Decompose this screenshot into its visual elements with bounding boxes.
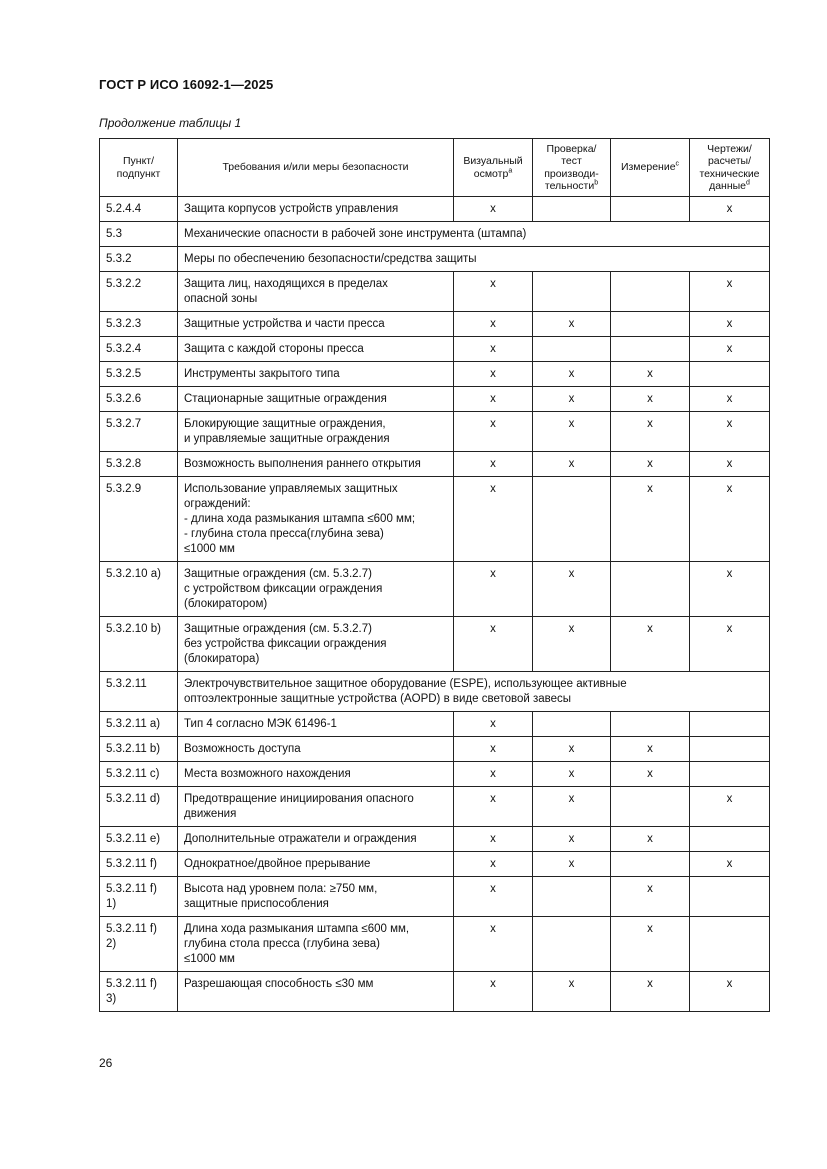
table-row	[100, 672, 770, 712]
requirement-cell: Электрочувствительное защитное оборудование (ESPE), использующее активные оптоэлектронные защитные устройства (AOPD) в виде световой завесы	[178, 672, 770, 712]
header-test-label: Проверка/ тест производи- тельности	[544, 142, 599, 192]
clause-cell: 5.3.2.2	[100, 272, 178, 312]
requirement-cell: Меры по обеспечению безопасности/средства защиты	[178, 247, 770, 272]
clause-cell: 5.3.2.11 f) 2)	[100, 917, 178, 972]
clause-cell: 5.2.4.4	[100, 197, 178, 222]
requirement-cell: Механические опасности в рабочей зоне инструмента (штампа)	[178, 222, 770, 247]
table-caption: Продолжение таблицы 1	[99, 116, 242, 130]
drawings-mark-cell: x	[690, 312, 770, 337]
clause-cell: 5.3.2.6	[100, 387, 178, 412]
measure-mark-cell: x	[611, 877, 690, 917]
drawings-mark-cell	[690, 712, 770, 737]
table-row	[100, 917, 770, 972]
drawings-mark-cell	[690, 877, 770, 917]
measure-mark-cell	[611, 787, 690, 827]
table-body	[100, 197, 770, 1012]
measure-mark-cell: x	[611, 917, 690, 972]
drawings-mark-cell	[690, 762, 770, 787]
test-mark-cell: x	[533, 387, 611, 412]
visual-mark-cell: x	[454, 827, 533, 852]
test-mark-cell: x	[533, 452, 611, 477]
table-row	[100, 222, 770, 247]
clause-cell: 5.3.2.9	[100, 477, 178, 562]
measure-mark-cell	[611, 712, 690, 737]
requirement-cell: Защитные ограждения (см. 5.3.2.7) с устройством фиксации ограждения (блокиратором)	[178, 562, 454, 617]
header-measure-footnote: c	[675, 160, 680, 168]
clause-cell: 5.3	[100, 222, 178, 247]
drawings-mark-cell: x	[690, 617, 770, 672]
header-clause: Пункт/ подпункт	[100, 139, 178, 197]
test-mark-cell: x	[533, 827, 611, 852]
clause-cell: 5.3.2.11 а)	[100, 712, 178, 737]
clause-cell: 5.3.2.11 d)	[100, 787, 178, 827]
table-row	[100, 477, 770, 562]
header-visual-label: Визуальный осмотр	[463, 155, 523, 180]
visual-mark-cell: x	[454, 452, 533, 477]
drawings-mark-cell: x	[690, 272, 770, 312]
test-mark-cell: x	[533, 617, 611, 672]
clause-cell: 5.3.2.10 b)	[100, 617, 178, 672]
drawings-mark-cell: x	[690, 852, 770, 877]
clause-cell: 5.3.2.3	[100, 312, 178, 337]
table-row	[100, 787, 770, 827]
visual-mark-cell: x	[454, 562, 533, 617]
test-mark-cell	[533, 197, 611, 222]
test-mark-cell: x	[533, 787, 611, 827]
measure-mark-cell: x	[611, 362, 690, 387]
header-drawings-label: Чертежи/ расчеты/ технические данные	[699, 142, 760, 192]
clause-cell: 5.3.2.10 а)	[100, 562, 178, 617]
visual-mark-cell: x	[454, 312, 533, 337]
measure-mark-cell: x	[611, 762, 690, 787]
header-test	[533, 139, 611, 197]
measure-mark-cell	[611, 852, 690, 877]
table-row	[100, 827, 770, 852]
visual-mark-cell: x	[454, 412, 533, 452]
requirement-cell: Защита корпусов устройств управления	[178, 197, 454, 222]
drawings-mark-cell: x	[690, 197, 770, 222]
drawings-mark-cell	[690, 737, 770, 762]
requirement-cell: Защитные ограждения (см. 5.3.2.7) без устройства фиксации ограждения (блокиратора)	[178, 617, 454, 672]
requirement-cell: Возможность доступа	[178, 737, 454, 762]
requirement-cell: Разрешающая способность ≤30 мм	[178, 972, 454, 1012]
drawings-mark-cell: x	[690, 387, 770, 412]
requirement-cell: Дополнительные отражатели и ограждения	[178, 827, 454, 852]
clause-cell: 5.3.2.11 с)	[100, 762, 178, 787]
requirements-table	[99, 138, 770, 1012]
header-drawings	[690, 139, 770, 197]
drawings-mark-cell: x	[690, 787, 770, 827]
requirement-cell: Защита лиц, находящихся в пределах опасной зоны	[178, 272, 454, 312]
test-mark-cell	[533, 712, 611, 737]
table-row	[100, 712, 770, 737]
header-visual-footnote: a	[508, 167, 513, 174]
measure-mark-cell: x	[611, 972, 690, 1012]
test-mark-cell: x	[533, 972, 611, 1012]
test-mark-cell: x	[533, 562, 611, 617]
drawings-mark-cell: x	[690, 972, 770, 1012]
visual-mark-cell: x	[454, 852, 533, 877]
clause-cell: 5.3.2.11 f)	[100, 852, 178, 877]
visual-mark-cell: x	[454, 617, 533, 672]
drawings-mark-cell	[690, 917, 770, 972]
header-visual	[454, 139, 533, 197]
visual-mark-cell: x	[454, 762, 533, 787]
header-requirement: Требования и/или меры безопасности	[178, 139, 454, 197]
visual-mark-cell: x	[454, 972, 533, 1012]
clause-cell: 5.3.2.7	[100, 412, 178, 452]
visual-mark-cell: x	[454, 197, 533, 222]
table-row	[100, 272, 770, 312]
header-drawings-footnote: d	[746, 179, 750, 187]
requirement-cell: Места возможного нахождения	[178, 762, 454, 787]
requirement-cell: Блокирующие защитные ограждения, и управляемые защитные ограждения	[178, 412, 454, 452]
table-row	[100, 452, 770, 477]
clause-cell: 5.3.2.4	[100, 337, 178, 362]
test-mark-cell: x	[533, 762, 611, 787]
drawings-mark-cell	[690, 827, 770, 852]
requirement-cell: Длина хода размыкания штампа ≤600 мм, глубина стола пресса (глубина зева) ≤1000 мм	[178, 917, 454, 972]
visual-mark-cell: x	[454, 477, 533, 562]
requirement-cell: Тип 4 согласно МЭК 61496-1	[178, 712, 454, 737]
measure-mark-cell	[611, 562, 690, 617]
clause-cell: 5.3.2.5	[100, 362, 178, 387]
visual-mark-cell: x	[454, 387, 533, 412]
table-row	[100, 972, 770, 1012]
table-row	[100, 197, 770, 222]
test-mark-cell	[533, 917, 611, 972]
measure-mark-cell: x	[611, 412, 690, 452]
measure-mark-cell: x	[611, 387, 690, 412]
table-row	[100, 387, 770, 412]
table-row	[100, 762, 770, 787]
requirement-cell: Возможность выполнения раннего открытия	[178, 452, 454, 477]
table-header-row	[100, 139, 770, 197]
visual-mark-cell: x	[454, 362, 533, 387]
clause-cell: 5.3.2.11 f) 1)	[100, 877, 178, 917]
visual-mark-cell: x	[454, 737, 533, 762]
visual-mark-cell: x	[454, 712, 533, 737]
clause-cell: 5.3.2	[100, 247, 178, 272]
test-mark-cell: x	[533, 412, 611, 452]
measure-mark-cell: x	[611, 617, 690, 672]
table-row	[100, 852, 770, 877]
requirement-cell: Использование управляемых защитных ограждений: - длина хода размыкания штампа ≤600 мм; - глубина стола пресса(глубина зева) ≤1000 мм	[178, 477, 454, 562]
table-row	[100, 362, 770, 387]
table-row	[100, 412, 770, 452]
clause-cell: 5.3.2.11 b)	[100, 737, 178, 762]
test-mark-cell: x	[533, 737, 611, 762]
table-row	[100, 877, 770, 917]
requirement-cell: Инструменты закрытого типа	[178, 362, 454, 387]
table-row	[100, 562, 770, 617]
visual-mark-cell: x	[454, 917, 533, 972]
table-row	[100, 312, 770, 337]
test-mark-cell: x	[533, 362, 611, 387]
measure-mark-cell	[611, 197, 690, 222]
requirement-cell: Предотвращение инициирования опасного движения	[178, 787, 454, 827]
measure-mark-cell: x	[611, 827, 690, 852]
table-row	[100, 617, 770, 672]
page-number: 26	[99, 1056, 113, 1070]
test-mark-cell	[533, 337, 611, 362]
measure-mark-cell: x	[611, 477, 690, 562]
measure-mark-cell	[611, 272, 690, 312]
header-measure-label: Измерение	[620, 161, 676, 174]
visual-mark-cell: x	[454, 337, 533, 362]
drawings-mark-cell: x	[690, 337, 770, 362]
measure-mark-cell: x	[611, 737, 690, 762]
visual-mark-cell: x	[454, 787, 533, 827]
header-test-footnote: b	[594, 179, 599, 187]
test-mark-cell: x	[533, 852, 611, 877]
measure-mark-cell	[611, 312, 690, 337]
test-mark-cell	[533, 477, 611, 562]
clause-cell: 5.3.2.11	[100, 672, 178, 712]
drawings-mark-cell: x	[690, 477, 770, 562]
test-mark-cell	[533, 272, 611, 312]
requirement-cell: Однократное/двойное прерывание	[178, 852, 454, 877]
test-mark-cell	[533, 877, 611, 917]
visual-mark-cell: x	[454, 272, 533, 312]
clause-cell: 5.3.2.11 f) 3)	[100, 972, 178, 1012]
table-row	[100, 737, 770, 762]
header-measure	[611, 139, 690, 197]
requirement-cell: Защита с каждой стороны пресса	[178, 337, 454, 362]
measure-mark-cell	[611, 337, 690, 362]
measure-mark-cell: x	[611, 452, 690, 477]
clause-cell: 5.3.2.8	[100, 452, 178, 477]
document-standard-header: ГОСТ Р ИСО 16092-1—2025	[99, 77, 274, 92]
requirement-cell: Высота над уровнем пола: ≥750 мм, защитные приспособления	[178, 877, 454, 917]
table-row	[100, 337, 770, 362]
visual-mark-cell: x	[454, 877, 533, 917]
drawings-mark-cell	[690, 362, 770, 387]
requirement-cell: Стационарные защитные ограждения	[178, 387, 454, 412]
requirement-cell: Защитные устройства и части пресса	[178, 312, 454, 337]
table-row	[100, 247, 770, 272]
drawings-mark-cell: x	[690, 412, 770, 452]
drawings-mark-cell: x	[690, 562, 770, 617]
clause-cell: 5.3.2.11 е)	[100, 827, 178, 852]
test-mark-cell: x	[533, 312, 611, 337]
drawings-mark-cell: x	[690, 452, 770, 477]
